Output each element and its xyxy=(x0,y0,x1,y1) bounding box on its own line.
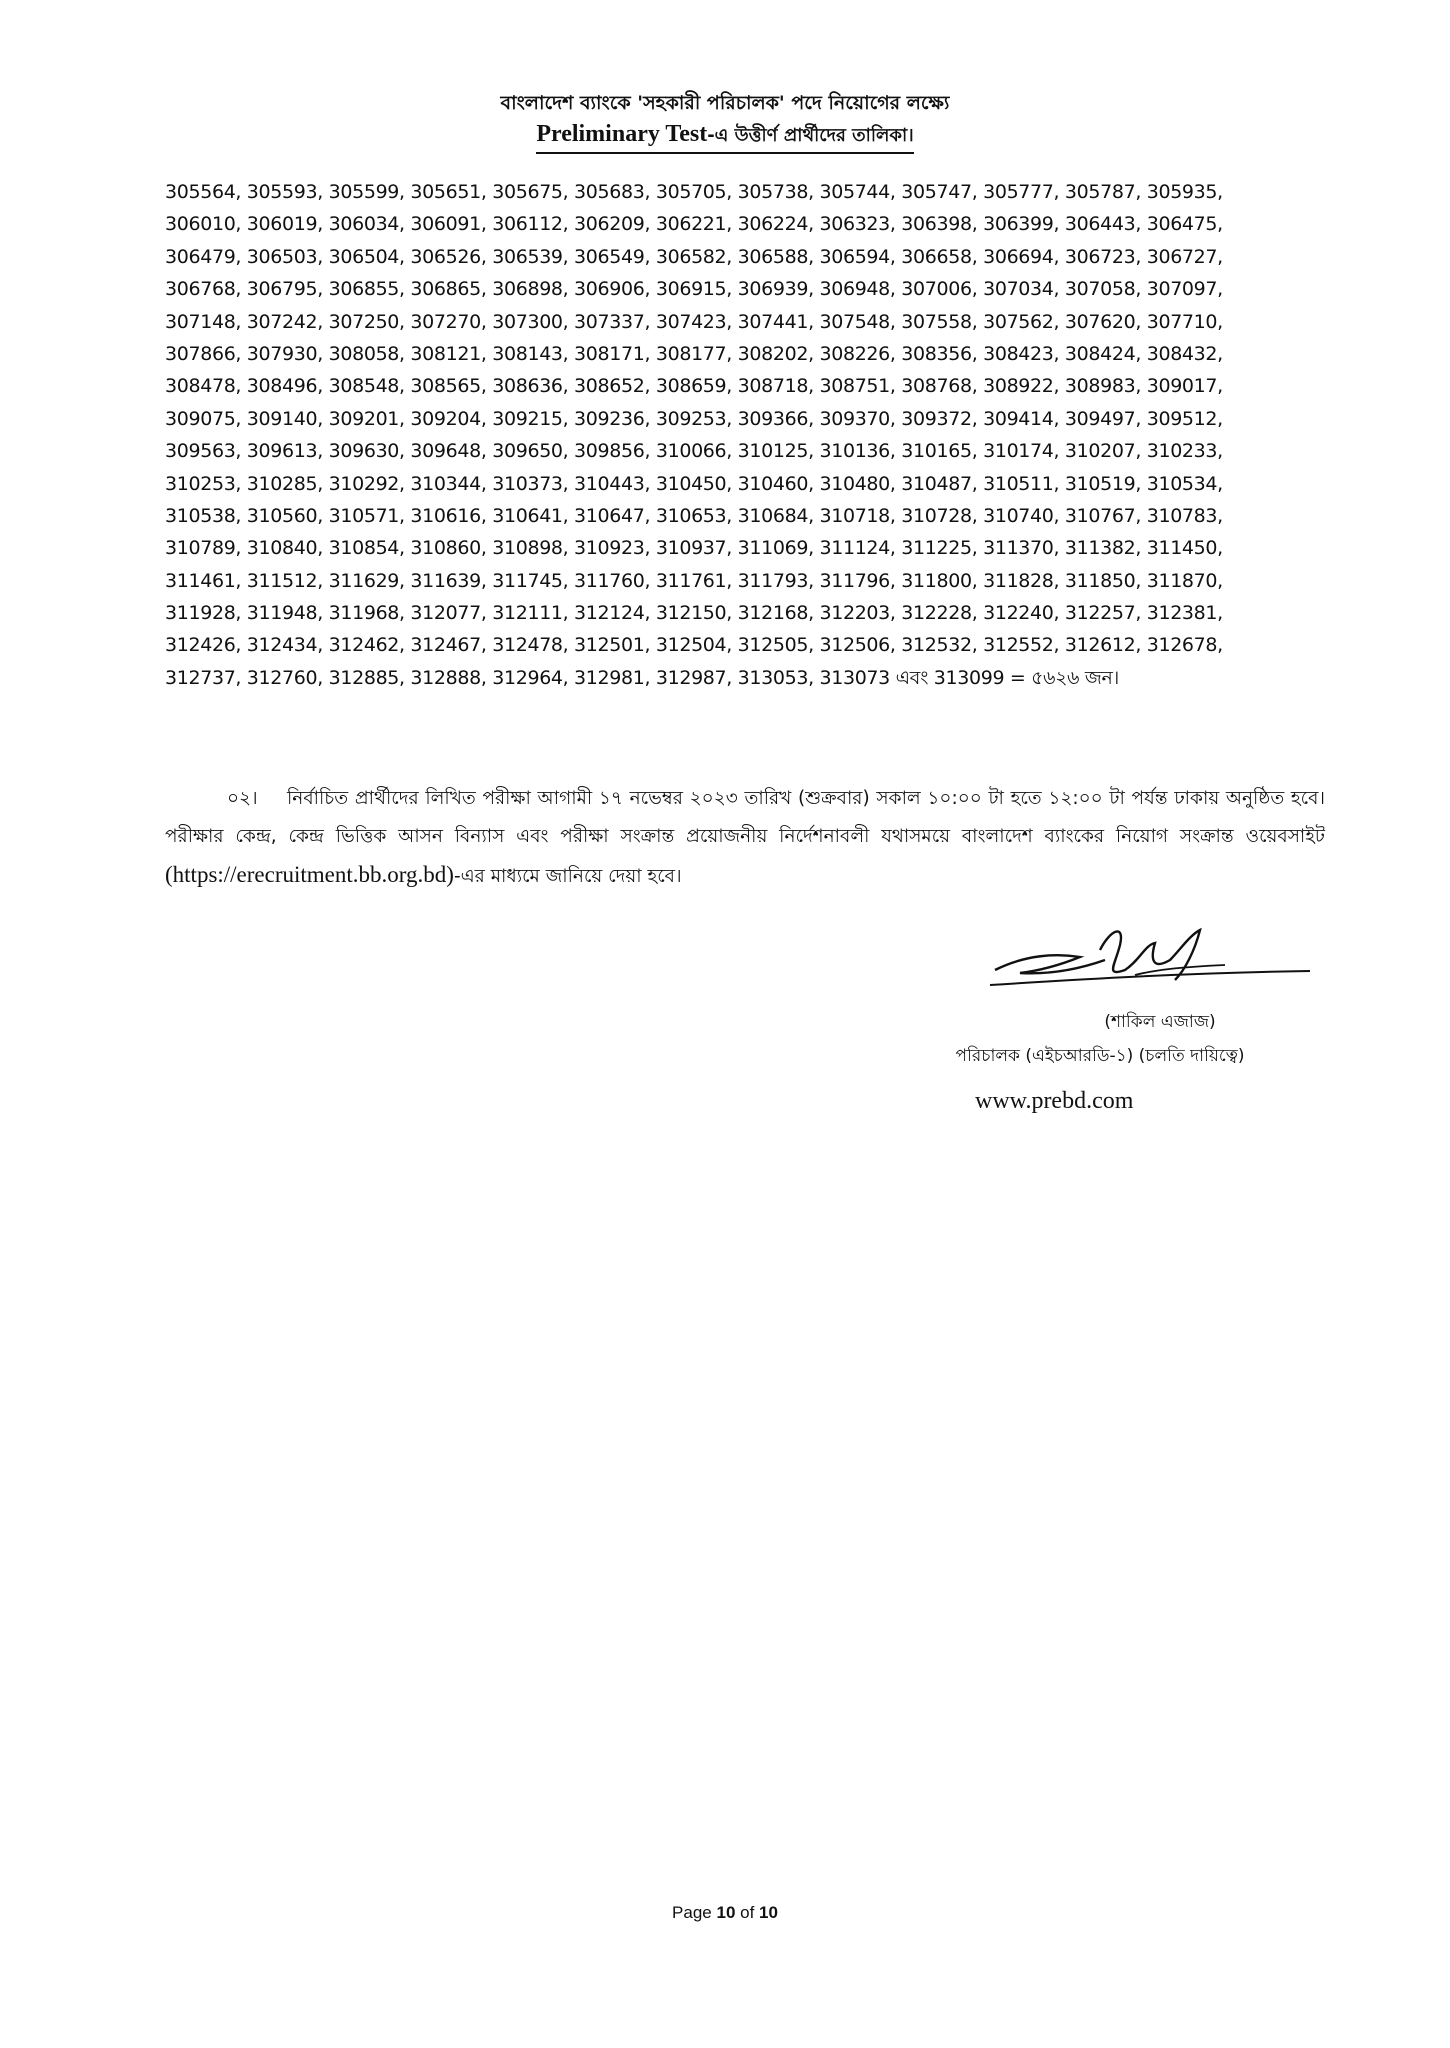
roll-line: 311461, 311512, 311629, 311639, 311745, 311760, 311761, 311793, 311796, 311800, 311828, 311850, 311870, xyxy=(165,569,1223,592)
website-watermark: www.prebd.com xyxy=(975,1088,1134,1114)
roll-line: 312737, 312760, 312885, 312888, 312964, 312981, 312987, 313053, 313073 এবং 313099 = ৫৬২৬ জন। xyxy=(165,666,1119,689)
header-subtitle xyxy=(536,118,913,154)
document-header xyxy=(0,88,1450,154)
header-subtitle-en: Preliminary Test xyxy=(536,121,708,147)
page-of: of xyxy=(735,1903,760,1922)
roll-line: 310789, 310840, 310854, 310860, 310898, 310923, 310937, 311069, 311124, 311225, 311370, 311382, 311450, xyxy=(165,537,1223,560)
header-title: বাংলাদেশ ব্যাংকে 'সহকারী পরিচালক' পদে নিয়োগের লক্ষ্যে xyxy=(500,92,950,114)
recruitment-website-link[interactable]: (https://erecruitment.bb.org.bd) xyxy=(165,862,454,887)
header-subtitle-bn: -এ উত্তীর্ণ প্রার্থীদের তালিকা। xyxy=(707,125,914,146)
roll-line: 309075, 309140, 309201, 309204, 309215, 309236, 309253, 309366, 309370, 309372, 309414, 309497, 309512, xyxy=(165,407,1223,430)
total-pages: 10 xyxy=(759,1903,778,1922)
page-footer xyxy=(0,1903,1450,1923)
roll-line: 306479, 306503, 306504, 306526, 306539, 306549, 306582, 306588, 306594, 306658, 306694, 306723, 306727, xyxy=(165,245,1223,268)
current-page: 10 xyxy=(716,1903,736,1922)
roll-line: 305564, 305593, 305599, 305651, 305675, 305683, 305705, 305738, 305744, 305747, 305777, 305787, 305935, xyxy=(165,181,1223,203)
signatory-designation: পরিচালক (এইচআরডি-১) (চলতি দায়িত্বে) xyxy=(955,1046,1245,1066)
signatory-name: (শাকিল এজাজ) xyxy=(1104,1012,1216,1032)
roll-number-list xyxy=(165,176,1355,694)
roll-line: 307148, 307242, 307250, 307270, 307300, 307337, 307423, 307441, 307548, 307558, 307562, 307620, 307710, xyxy=(165,310,1223,333)
roll-line: 312426, 312434, 312462, 312467, 312478, 312501, 312504, 312505, 312506, 312532, 312552, 312612, 312678, xyxy=(165,634,1223,657)
notice-number: ০২। xyxy=(227,788,258,809)
roll-line: 306010, 306019, 306034, 306091, 306112, 306209, 306221, 306224, 306323, 306398, 306399, 306443, 306475, xyxy=(165,213,1223,236)
roll-line: 306768, 306795, 306855, 306865, 306898, 306906, 306915, 306939, 306948, 307006, 307034, 307058, 307097, xyxy=(165,278,1223,301)
page-label: Page xyxy=(672,1903,717,1922)
notice-text: নির্বাচিত প্রার্থীদের লিখিত পরীক্ষা আগামী ১৭ নভেম্বর ২০২৩ তারিখ (শুক্রবার) সকাল ১০:০০ টা হতে ১২:০০ টা পর্যন্ত ঢাকায় অনুষ্ঠিত হবে। পরীক্ষার কেন্দ্র, কেন্দ্র ভিত্তিক আসন বিন্যাস এবং পরীক্ষা সংক্রান্ত প্রয়োজনীয় নির্দেশনাবলী যথাসময়ে বাংলাদেশ ব্যাংকের নিয়োগ সংক্রান্ত ওয়েবসাইট xyxy=(165,788,1325,847)
roll-line: 310538, 310560, 310571, 310616, 310641, 310647, 310653, 310684, 310718, 310728, 310740, 310767, 310783, xyxy=(165,504,1223,527)
handwritten-signature xyxy=(985,915,1315,995)
roll-line: 308478, 308496, 308548, 308565, 308636, 308652, 308659, 308718, 308751, 308768, 308922, 308983, 309017, xyxy=(165,375,1223,398)
roll-line: 311928, 311948, 311968, 312077, 312111, 312124, 312150, 312168, 312203, 312228, 312240, 312257, 312381, xyxy=(165,602,1223,625)
notice-paragraph xyxy=(165,780,1325,896)
notice-text-end: -এর মাধ্যমে জানিয়ে দেয়া হবে। xyxy=(453,866,682,887)
roll-line: 309563, 309613, 309630, 309648, 309650, 309856, 310066, 310125, 310136, 310165, 310174, 310207, 310233, xyxy=(165,440,1223,463)
roll-line: 307866, 307930, 308058, 308121, 308143, 308171, 308177, 308202, 308226, 308356, 308423, 308424, 308432, xyxy=(165,342,1223,365)
roll-line: 310253, 310285, 310292, 310344, 310373, 310443, 310450, 310460, 310480, 310487, 310511, 310519, 310534, xyxy=(165,472,1223,495)
signatory-block xyxy=(880,1005,1320,1073)
